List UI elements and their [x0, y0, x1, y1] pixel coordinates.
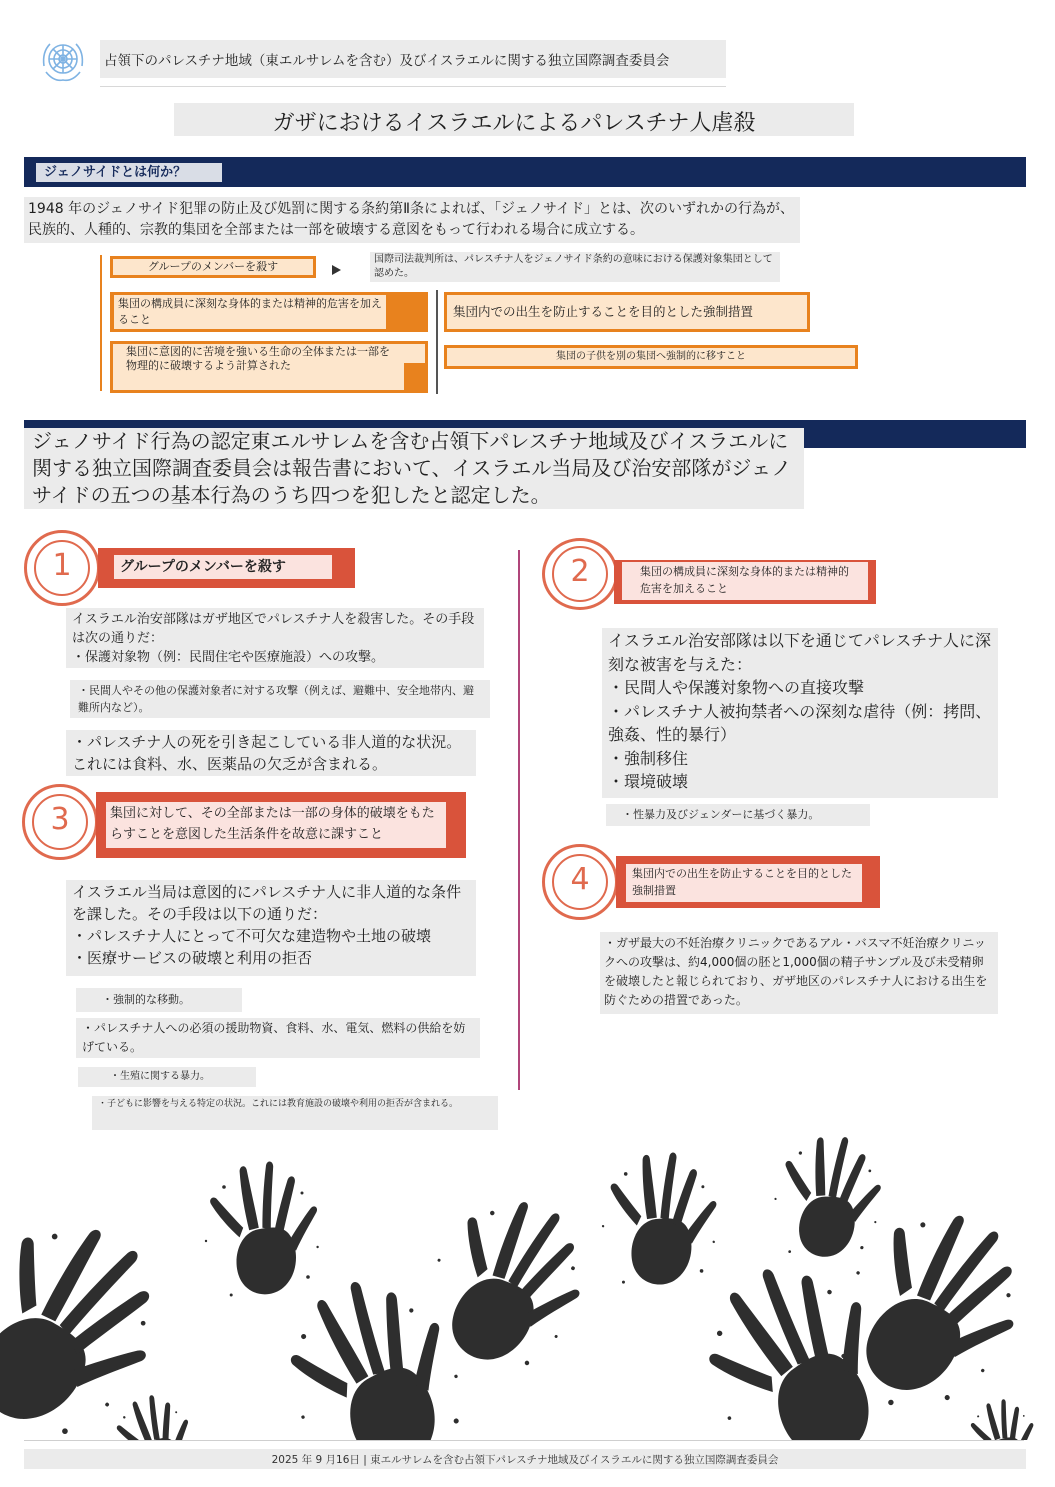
- diagram-bracket: [100, 255, 102, 391]
- section-label: ジェノサイドとは何か？: [36, 163, 222, 182]
- arrow-right-icon: [330, 261, 342, 273]
- finding2-bullet: ・民間人や保護対象物への直接攻撃: [608, 678, 865, 697]
- act-births: 集団内での出生を防止することを目的とした強制措置: [444, 292, 810, 332]
- org-title: 占領下のパレスチナ地域（東エルサレムを含む）及びイスラエルに関する独立国際調査委員会: [104, 53, 670, 69]
- finding4-p1: ・ガザ最大の不妊治療クリニックであるアル・バスマ不妊治療クリニックへの攻撃は、約4,000個の胚と1,000個の精子サンプル及び未受精卵を破壊したと報じられており、ガザ地区のパレスチナ人における出生を防ぐための措置であった。: [600, 932, 998, 1014]
- handprints-decoration: [0, 1135, 1055, 1440]
- handprint-icon: [403, 1173, 611, 1390]
- handprint-icon: [597, 1147, 722, 1291]
- finding2-p1: イスラエル治安部隊は以下を通じてパレスチナ人に深刻な被害を与えた： ・民間人や保護対象物への直接攻撃 ・パレスチナ人被拘禁者への深刻な虐待（例：拷問、強姦、性的暴行） ・強制移住 ・環境破壊: [602, 628, 998, 798]
- handprint-icon: [766, 1135, 890, 1267]
- column-divider: [518, 550, 520, 1090]
- main-title: ガザにおけるイスラエルによるパレスチナ人虐殺: [272, 111, 756, 136]
- footer-text: 2025 年 9 月16日 | 東エルサレムを含む占領下パレスチナ地域及びイスラエルに関する独立国際調査委員会: [271, 1454, 779, 1466]
- finding3-p1: イスラエル当局は意図的にパレスチナ人に非人道的な条件を課した。その手段は以下の通りだ： ・パレスチナ人にとって不可欠な建造物や土地の破壊 ・医療サービスの破壊と利用の拒否: [66, 880, 476, 976]
- finding3-p5: ・子どもに影響を与える特定の状況。これには教育施設の破壊や利用の拒否が含まれる。: [92, 1096, 498, 1130]
- finding3-bullet: ・医療サービスの破壊と利用の拒否: [72, 949, 313, 967]
- finding2-title: 集団の構成員に深刻な身体的または精神的危害を加えること: [622, 562, 868, 600]
- act-conditions-corner: [404, 363, 428, 393]
- finding3-p2: ・強制的な移動。: [76, 988, 242, 1012]
- footer-rule: [24, 1440, 1024, 1441]
- finding1-title: グループのメンバーを殺す: [114, 555, 332, 579]
- handprint-icon: [267, 1261, 480, 1440]
- finding3-number: 3: [50, 802, 70, 837]
- handprint-icon: [966, 1397, 1039, 1440]
- header-rule: [100, 86, 726, 87]
- finding4-number: 4: [570, 862, 590, 897]
- act-children: 集団の子供を別の集団へ強制的に移すこと: [444, 345, 858, 369]
- act-kill: グループのメンバーを殺す: [110, 256, 316, 278]
- finding2-bullet: ・パレスチナ人被拘禁者への深刻な虐待（例：拷問、強姦、性的暴行）: [608, 701, 992, 744]
- finding1-p2: ・民間人やその他の保護対象者に対する攻撃（例えば、避難中、安全地帯内、避難所内など）。: [70, 680, 490, 718]
- diagram-divider: [436, 290, 438, 394]
- finding3-title: 集団に対して、その全部または一部の身体的破壊をもたらすことを意図した生活条件を故意に課すこと: [106, 802, 446, 848]
- intro-text: 1948 年のジェノサイド犯罪の防止及び処罰に関する条約第Ⅱ条によれば、「ジェノサイド」とは、次のいずれかの行為が、民族的、人種的、宗教的集団を全部または一部を破壊する意図をもって行われる場合に成立する。: [28, 201, 795, 238]
- finding3-p4: ・生殖に関する暴力。: [78, 1067, 256, 1087]
- finding2-p2: ・性暴力及びジェンダーに基づく暴力。: [606, 804, 870, 826]
- finding2-bullet: ・環境破壊: [608, 772, 689, 791]
- finding2-bullet: ・強制移住: [608, 748, 689, 768]
- act-conditions: 集団に意図的に苦境を強いる生命の全体または一部を物理的に破壊するよう計算された: [126, 345, 390, 372]
- finding1-number: 1: [52, 548, 72, 583]
- finding3-p3: ・パレスチナ人への必須の援助物資、食料、水、電気、燃料の供給を妨げている。: [76, 1018, 480, 1058]
- act-harm: 集団の構成員に深刻な身体的または精神的危害を加えること: [114, 295, 386, 329]
- finding3-bullet: ・パレスチナ人にとって不可欠な建造物や土地の破壊: [72, 927, 431, 945]
- finding1-p3: ・パレスチナ人の死を引き起こしている非人道的な状況。これには食料、水、医薬品の欠乏が含まれる。: [66, 730, 476, 776]
- handprint-icon: [0, 1186, 196, 1440]
- icj-note: 国際司法裁判所は、パレスチナ人をジェノサイド条約の意味における保護対象集団として認めた。: [370, 252, 780, 282]
- handprint-icon: [205, 1161, 319, 1296]
- finding2-number: 2: [570, 554, 590, 589]
- finding4-title: 集団内での出生を防止することを目的とした強制措置: [626, 864, 862, 902]
- finding1-p1: イスラエル治安部隊はガザ地区でパレスチナ人を殺害した。その手段は次の通りだ： ・保護対象物（例：民間住宅や医療施設）への攻撃。: [66, 608, 484, 668]
- un-emblem-icon: [36, 36, 90, 86]
- handprint-icon: [109, 1390, 199, 1440]
- section2-heading: ジェノサイド行為の認定東エルサレムを含む占領下パレスチナ地域及びイスラエルに関する独立国際調査委員会は報告書において、イスラエル当局及び治安部隊がジェノサイドの五つの基本行為のうち四つを犯したと認定した。: [32, 429, 792, 507]
